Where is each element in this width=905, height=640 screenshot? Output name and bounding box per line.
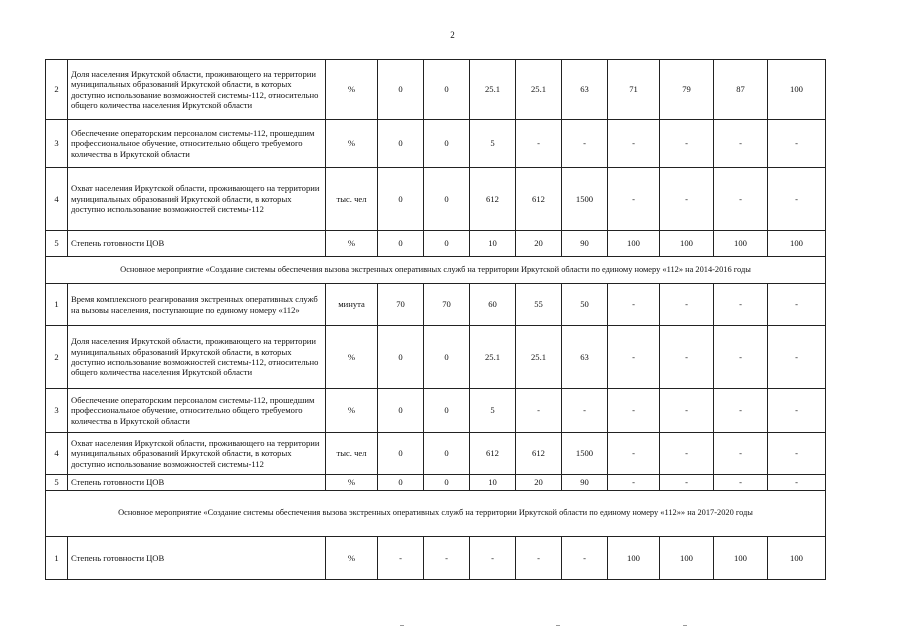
value-cell: 100 (768, 231, 826, 257)
value-cell: 90 (562, 231, 608, 257)
value-cell: 0 (424, 475, 470, 491)
table-row (46, 60, 826, 120)
section-title: Основное мероприятие «Создание системы обеспечения вызова экстренных оперативных служб на территории Иркутской области по единому номеру «112»» на 2017-2020 годы (46, 491, 826, 537)
value-cell: 87 (714, 60, 768, 120)
value-cell: 0 (424, 433, 470, 475)
unit-cell: тыс. чел (326, 168, 378, 231)
value-cell: 63 (562, 60, 608, 120)
value-cell: - (470, 537, 516, 580)
value-cell: 100 (660, 537, 714, 580)
value-cell: 0 (378, 60, 424, 120)
value-cell: 5 (470, 389, 516, 433)
indicator-name: Охват населения Иркутской области, проживающего на территории муниципальных образований Иркутской области, в которых доступно использование возможностей системы-112 (68, 433, 326, 475)
value-cell: - (660, 168, 714, 231)
value-cell: 100 (608, 231, 660, 257)
value-cell: 25.1 (470, 60, 516, 120)
value-cell: 1500 (562, 433, 608, 475)
table-row (46, 389, 826, 433)
value-cell: - (768, 120, 826, 168)
value-cell: - (660, 433, 714, 475)
value-cell: - (516, 537, 562, 580)
value-cell: 20 (516, 231, 562, 257)
value-cell: 100 (608, 537, 660, 580)
value-cell: 79 (660, 60, 714, 120)
table-row (46, 537, 826, 580)
unit-cell: тыс. чел (326, 433, 378, 475)
unit-cell: % (326, 60, 378, 120)
section-row (46, 257, 826, 284)
value-cell: 0 (424, 389, 470, 433)
scan-marks (0, 625, 905, 635)
value-cell: 0 (424, 168, 470, 231)
value-cell: 612 (470, 168, 516, 231)
value-cell: 63 (562, 326, 608, 389)
value-cell: - (562, 120, 608, 168)
value-cell: - (714, 389, 768, 433)
row-number: 2 (46, 326, 68, 389)
table-row (46, 475, 826, 491)
value-cell: - (516, 120, 562, 168)
value-cell: 25.1 (516, 60, 562, 120)
value-cell: - (768, 389, 826, 433)
value-cell: 25.1 (470, 326, 516, 389)
table-row (46, 231, 826, 257)
row-number: 1 (46, 284, 68, 326)
value-cell: - (608, 433, 660, 475)
value-cell: - (714, 326, 768, 389)
value-cell: - (768, 284, 826, 326)
unit-cell: % (326, 475, 378, 491)
scan-mark (400, 625, 404, 626)
value-cell: 10 (470, 231, 516, 257)
value-cell: - (768, 475, 826, 491)
value-cell: - (714, 284, 768, 326)
row-number: 5 (46, 475, 68, 491)
indicator-name: Обеспечение операторским персоналом системы-112, прошедшим профессиональное обучение, относительно общего требуемого количества в Иркутской области (68, 120, 326, 168)
indicator-name: Степень готовности ЦОВ (68, 537, 326, 580)
value-cell: 0 (378, 168, 424, 231)
value-cell: - (562, 389, 608, 433)
value-cell: 55 (516, 284, 562, 326)
value-cell: 100 (768, 537, 826, 580)
table-row (46, 433, 826, 475)
value-cell: 100 (714, 537, 768, 580)
unit-cell: минута (326, 284, 378, 326)
value-cell: - (608, 168, 660, 231)
value-cell: 0 (424, 60, 470, 120)
indicator-name: Время комплексного реагирования экстренных оперативных служб на вызовы населения, поступающие по единому номеру «112» (68, 284, 326, 326)
value-cell: - (714, 168, 768, 231)
table-body (46, 60, 826, 580)
unit-cell: % (326, 120, 378, 168)
indicator-name: Обеспечение операторским персоналом системы-112, прошедшим профессиональное обучение, относительно общего требуемого количества в Иркутской области (68, 389, 326, 433)
value-cell: - (608, 120, 660, 168)
row-number: 5 (46, 231, 68, 257)
page-number: 2 (450, 30, 455, 40)
value-cell: 0 (424, 231, 470, 257)
section-title: Основное мероприятие «Создание системы обеспечения вызова экстренных оперативных служб на территории Иркутской области по единому номеру «112» на 2014-2016 годы (46, 257, 826, 284)
value-cell: 0 (378, 120, 424, 168)
unit-cell: % (326, 389, 378, 433)
value-cell: 612 (470, 433, 516, 475)
value-cell: - (660, 326, 714, 389)
value-cell: 70 (424, 284, 470, 326)
value-cell: 0 (424, 326, 470, 389)
value-cell: - (608, 326, 660, 389)
section-row (46, 491, 826, 537)
value-cell: - (608, 284, 660, 326)
row-number: 2 (46, 60, 68, 120)
value-cell: 0 (378, 326, 424, 389)
value-cell: - (768, 433, 826, 475)
value-cell: - (608, 389, 660, 433)
value-cell: 10 (470, 475, 516, 491)
value-cell: - (660, 389, 714, 433)
table-row (46, 284, 826, 326)
value-cell: - (608, 475, 660, 491)
value-cell: 71 (608, 60, 660, 120)
row-number: 3 (46, 120, 68, 168)
value-cell: 0 (378, 231, 424, 257)
value-cell: 100 (660, 231, 714, 257)
scan-mark (683, 625, 687, 626)
indicator-name: Охват населения Иркутской области, проживающего на территории муниципальных образований Иркутской области, в которых доступно использование возможностей системы-112 (68, 168, 326, 231)
value-cell: - (516, 389, 562, 433)
value-cell: 70 (378, 284, 424, 326)
value-cell: - (768, 326, 826, 389)
table-row (46, 168, 826, 231)
value-cell: - (714, 475, 768, 491)
value-cell: - (714, 120, 768, 168)
row-number: 1 (46, 537, 68, 580)
value-cell: 0 (378, 475, 424, 491)
value-cell: - (562, 537, 608, 580)
table-row (46, 326, 826, 389)
unit-cell: % (326, 326, 378, 389)
indicator-name: Доля населения Иркутской области, проживающего на территории муниципальных образований Иркутской области, в которых доступно использование возможностей системы-112, относительно общего количества населения Иркутской области (68, 326, 326, 389)
value-cell: 612 (516, 433, 562, 475)
value-cell: 25.1 (516, 326, 562, 389)
value-cell: 60 (470, 284, 516, 326)
value-cell: 50 (562, 284, 608, 326)
value-cell: 100 (768, 60, 826, 120)
row-number: 4 (46, 168, 68, 231)
value-cell: - (660, 120, 714, 168)
value-cell: 0 (424, 120, 470, 168)
value-cell: - (378, 537, 424, 580)
table-row (46, 120, 826, 168)
indicators-table (45, 59, 826, 580)
value-cell: 612 (516, 168, 562, 231)
value-cell: - (714, 433, 768, 475)
value-cell: - (768, 168, 826, 231)
value-cell: 5 (470, 120, 516, 168)
value-cell: - (424, 537, 470, 580)
value-cell: - (660, 284, 714, 326)
value-cell: 0 (378, 389, 424, 433)
indicator-name: Степень готовности ЦОВ (68, 231, 326, 257)
indicator-name: Доля населения Иркутской области, проживающего на территории муниципальных образований Иркутской области, в которых доступно использование возможностей системы-112, относительно общего количества населения Иркутской области (68, 60, 326, 120)
value-cell: 1500 (562, 168, 608, 231)
row-number: 3 (46, 389, 68, 433)
value-cell: 0 (378, 433, 424, 475)
value-cell: 20 (516, 475, 562, 491)
unit-cell: % (326, 231, 378, 257)
row-number: 4 (46, 433, 68, 475)
value-cell: - (660, 475, 714, 491)
unit-cell: % (326, 537, 378, 580)
value-cell: 100 (714, 231, 768, 257)
scan-mark (556, 625, 560, 626)
value-cell: 90 (562, 475, 608, 491)
indicator-name: Степень готовности ЦОВ (68, 475, 326, 491)
